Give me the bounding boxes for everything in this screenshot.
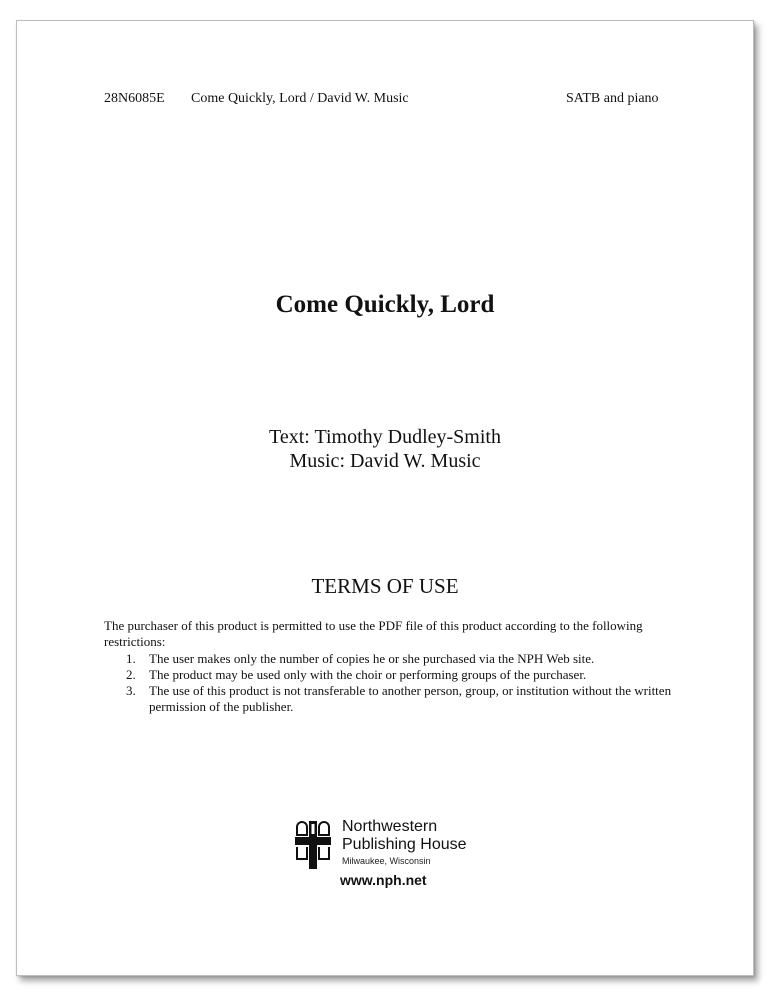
publisher-logo bbox=[294, 818, 494, 898]
credits bbox=[17, 425, 753, 473]
catalog-code: 28N6085E bbox=[104, 91, 165, 106]
publisher-url: www.nph.net bbox=[340, 872, 427, 888]
publisher-name-line1: Northwestern bbox=[342, 818, 438, 835]
terms-item bbox=[104, 667, 704, 683]
terms-item bbox=[104, 683, 704, 715]
terms-item-number: 2. bbox=[126, 667, 136, 682]
terms-item-text: The product may be used only with the choir or performing groups of the purchaser. bbox=[149, 667, 587, 682]
publisher-name-line2: Publishing House bbox=[342, 836, 467, 853]
publisher-name bbox=[342, 818, 467, 854]
terms-item bbox=[104, 651, 704, 667]
text-credit: Text: Timothy Dudley-Smith bbox=[269, 426, 501, 448]
header-voicing: SATB and piano bbox=[566, 91, 659, 106]
terms-item-text: The use of this product is not transferable to another person, group, or institution without the written permission of the publisher. bbox=[149, 683, 672, 714]
header-title-composer: Come Quickly, Lord / David W. Music bbox=[191, 91, 409, 106]
terms-item-text: The user makes only the number of copies he or she purchased via the NPH Web site. bbox=[149, 651, 595, 666]
terms-item-number: 3. bbox=[126, 683, 136, 698]
music-credit: Music: David W. Music bbox=[289, 450, 481, 472]
publisher-city: Milwaukee, Wisconsin bbox=[342, 856, 431, 866]
terms-item-number: 1. bbox=[126, 651, 136, 666]
nph-cross-icon bbox=[294, 820, 332, 870]
terms-intro: The purchaser of this product is permitted to use the PDF file of this product according to the following restrictions: bbox=[104, 618, 643, 649]
terms-heading: TERMS OF USE bbox=[311, 574, 459, 598]
page-title: Come Quickly, Lord bbox=[275, 291, 495, 318]
terms-list bbox=[104, 651, 704, 715]
document-page bbox=[16, 20, 754, 976]
